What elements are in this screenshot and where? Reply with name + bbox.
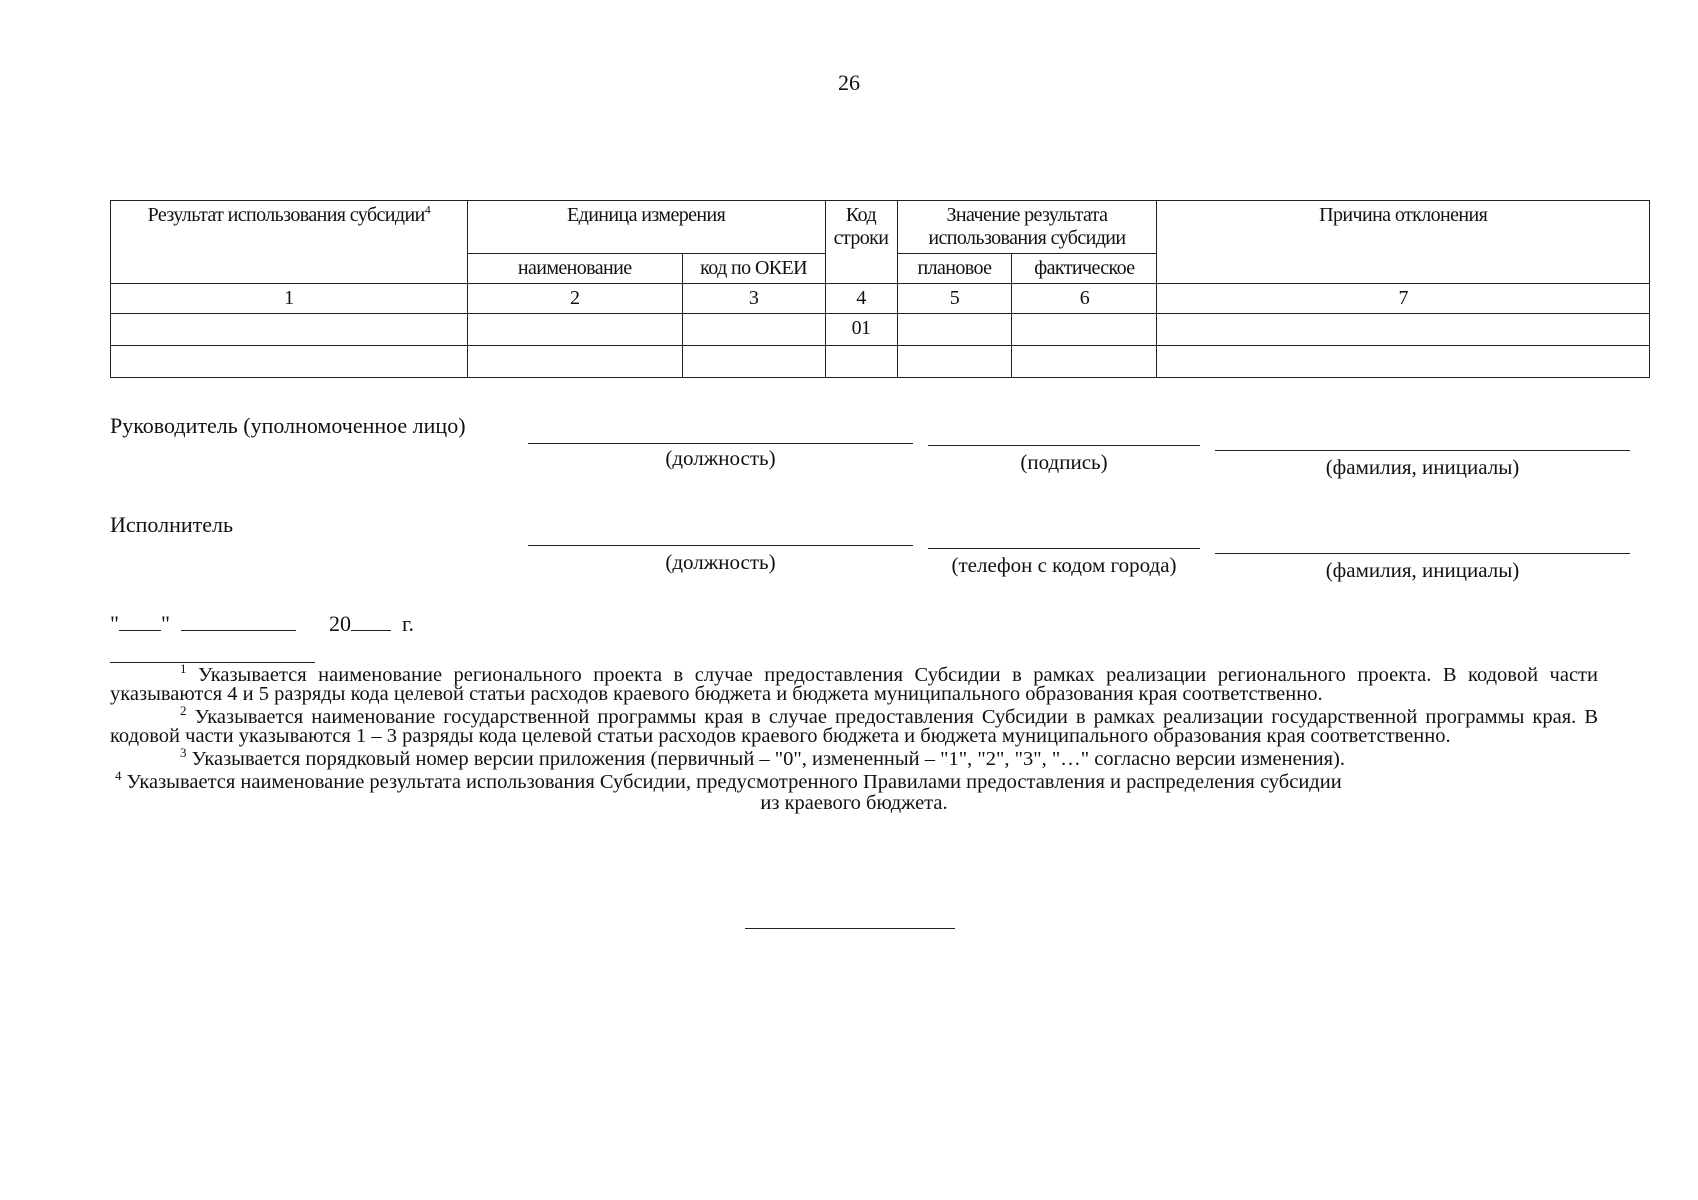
year-blank[interactable] [351, 610, 391, 631]
table-row [111, 346, 1650, 378]
table-cell: 01 [825, 314, 897, 346]
footnote-text: Указывается наименование результата использования Субсидии, предусмотренного Правилами предоставления и распределения субсидии [126, 771, 1342, 793]
table-header-row [111, 201, 1650, 254]
footnote-4 [110, 768, 1598, 793]
table-cell [1157, 314, 1650, 346]
table-cell [897, 346, 1012, 378]
column-number: 1 [111, 284, 468, 314]
day-blank[interactable] [119, 610, 161, 631]
table-cell [111, 314, 468, 346]
column-number: 5 [897, 284, 1012, 314]
head-position-caption: (должность) [665, 446, 776, 470]
header-result-label: Результат использования субсидии [147, 204, 425, 226]
footnote-text: Указывается наименование регионального проекта в случае предоставления Субсидии в рамках реализации регионального проекта. В кодовой части указываются 4 и 5 разряды кода целевой статьи расходов краевого бюджета и бюджета муниципального образования края соответственно. [110, 664, 1598, 705]
footnotes [110, 660, 1598, 813]
head-signature-line[interactable] [928, 445, 1200, 446]
table-cell [467, 346, 682, 378]
results-table [110, 200, 1650, 378]
column-number: 3 [682, 284, 825, 314]
executor-label: Исполнитель [110, 512, 234, 537]
footnote-text: Указывается наименование государственной программы края в случае предоставления Субсидии в рамках реализации государственной программы края. В кодовой части указываются 1 – 3 разряды кода целевой статьи расходов краевого бюджета и бюджета муниципального образования края соответственно. [110, 706, 1599, 747]
head-position-line[interactable] [528, 443, 913, 444]
column-number: 2 [467, 284, 682, 314]
header-unit-name: наименование [467, 254, 682, 284]
footnote-mark: 3 [180, 745, 187, 761]
page-number: 26 [838, 70, 860, 95]
column-number: 4 [825, 284, 897, 314]
table-cell [1012, 346, 1157, 378]
table-cell [682, 314, 825, 346]
footnote-4-continuation [110, 794, 1598, 813]
footnote-mark: 2 [180, 703, 187, 719]
header-unit-okei: код по ОКЕИ [682, 254, 825, 284]
header-unit: Единица измерения [467, 201, 825, 254]
header-value-actual: фактическое [1012, 254, 1157, 284]
column-number: 6 [1012, 284, 1157, 314]
table-cell [111, 346, 468, 378]
table-cell [825, 346, 897, 378]
table-cell [1012, 314, 1157, 346]
table-cell [682, 346, 825, 378]
header-reason: Причина отклонения [1157, 201, 1650, 284]
end-of-document-line [745, 928, 955, 929]
table-cell [1157, 346, 1650, 378]
date-quote-close: " [160, 611, 170, 636]
footnote-mark: 1 [180, 661, 187, 677]
executor-position-caption: (должность) [665, 550, 776, 574]
year-prefix: 20 [328, 611, 351, 636]
footnote-text: из краевого бюджета. [760, 792, 948, 814]
executor-name-caption: (фамилия, инициалы) [1325, 558, 1520, 582]
column-number: 7 [1157, 284, 1650, 314]
date-quote-open: " [110, 611, 119, 636]
head-signature-caption: (подпись) [1020, 450, 1108, 474]
date-line [110, 610, 414, 637]
header-result [111, 201, 468, 284]
header-value-planned: плановое [897, 254, 1012, 284]
month-blank[interactable] [181, 610, 296, 631]
table-cell [897, 314, 1012, 346]
footnote-2 [110, 703, 1599, 747]
header-value: Значение результата использования субсидии [897, 201, 1157, 254]
header-row-code: Код строки [825, 201, 897, 284]
column-number-row [111, 284, 1650, 314]
table-row [111, 314, 1650, 346]
executor-phone-caption: (телефон с кодом города) [951, 553, 1177, 577]
footnote-3 [110, 745, 1598, 770]
head-label: Руководитель (уполномоченное лицо) [110, 413, 466, 438]
head-name-caption: (фамилия, инициалы) [1325, 455, 1520, 479]
year-suffix: г. [401, 611, 415, 636]
footnote-text: Указывается порядковый номер версии приложения (первичный – "0", измененный – "1", "2", "3", "…" согласно версии изменения). [191, 748, 1346, 770]
header-result-footnote-mark: 4 [424, 202, 431, 217]
table-cell [467, 314, 682, 346]
executor-position-line[interactable] [528, 545, 913, 546]
executor-phone-line[interactable] [928, 548, 1200, 549]
footnote-mark: 4 [115, 768, 122, 784]
head-name-line[interactable] [1215, 450, 1630, 451]
footnote-1 [110, 661, 1598, 705]
executor-name-line[interactable] [1215, 553, 1630, 554]
